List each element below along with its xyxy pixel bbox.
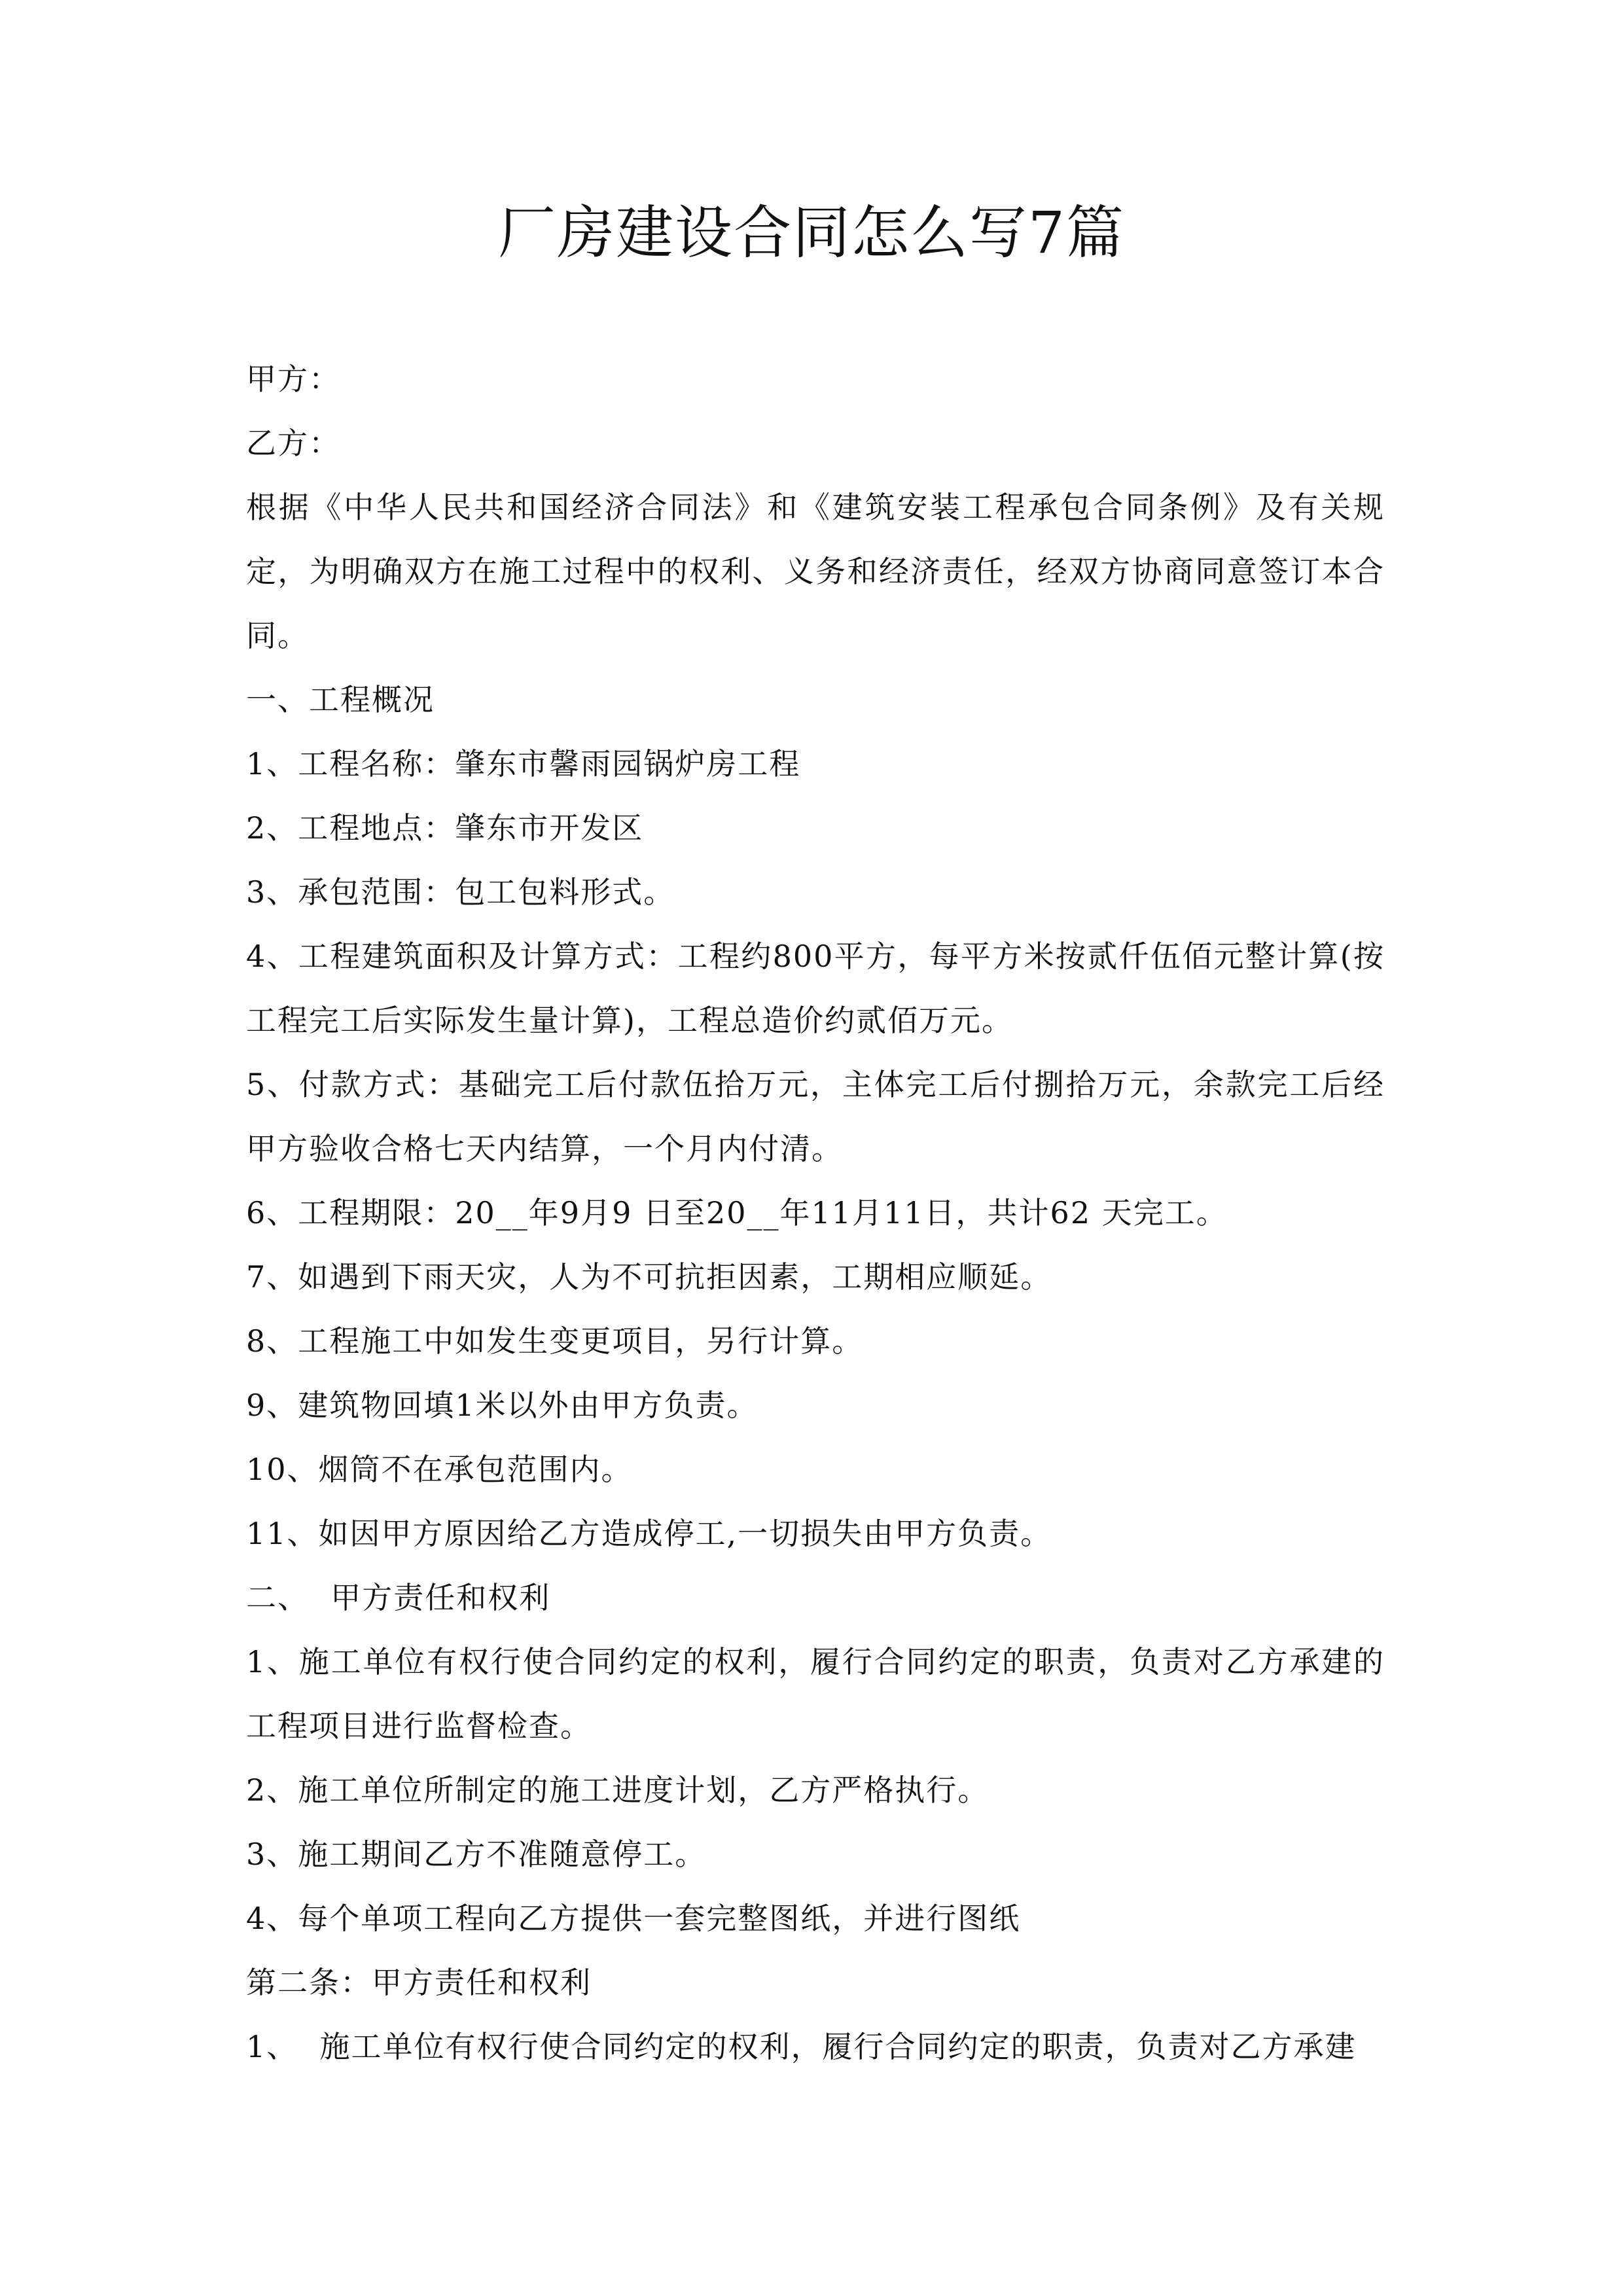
paragraph-item: 10、烟筒不在承包范围内。 <box>246 1452 633 1487</box>
paragraph-item: 2、工程地点：肇东市开发区 <box>246 810 644 846</box>
paragraph-item: 11、如因甲方原因给乙方造成停工,一切损失由甲方负责。 <box>246 1516 1052 1551</box>
paragraph-item: 8、工程施工中如发生变更项目，另行计算。 <box>246 1323 864 1359</box>
paragraph-party-b: 乙方： <box>246 425 340 461</box>
paragraph-item: 4、工程建筑面积及计算方式：工程约800平方，每平方米按贰仟伍佰元整计算(按工程完工后实际发生量计算)，工程总造价约贰佰万元。 <box>246 939 1385 1038</box>
document-body <box>246 347 1385 2079</box>
document-title: 厂房建设合同怎么写7篇 <box>498 199 1125 266</box>
paragraph-item: 5、付款方式：基础完工后付款伍拾万元，主体完工后付捌拾万元，余款完工后经甲方验收合格七天内结算，一个月内付清。 <box>246 1067 1385 1166</box>
paragraph-item: 3、施工期间乙方不准随意停工。 <box>246 1837 707 1872</box>
article-heading-second: 第二条：甲方责任和权利 <box>246 1965 592 2000</box>
paragraph-item: 7、如遇到下雨天灾，人为不可抗拒因素，工期相应顺延。 <box>246 1259 1052 1295</box>
section-heading-overview: 一、工程概况 <box>246 682 435 717</box>
paragraph-party-a: 甲方： <box>246 361 340 397</box>
paragraph-item: 9、建筑物回填1米以外由甲方负责。 <box>246 1388 758 1423</box>
paragraph-preamble: 根据《中华人民共和国经济合同法》和《建筑安装工程承包合同条例》及有关规定，为明确双方在施工过程中的权利、义务和经济责任，经双方协商同意签订本合同。 <box>246 490 1385 653</box>
section-heading-party-a-duties: 二、 甲方责任和权利 <box>246 1580 551 1615</box>
paragraph-item: 1、工程名称：肇东市馨雨园锅炉房工程 <box>246 746 801 781</box>
paragraph-item: 1、施工单位有权行使合同约定的权利，履行合同约定的职责，负责对乙方承建的工程项目进行监督检查。 <box>246 1644 1385 1744</box>
paragraph-item: 1、 施工单位有权行使合同约定的权利，履行合同约定的职责，负责对乙方承建 <box>246 2029 1357 2064</box>
paragraph-item: 4、每个单项工程向乙方提供一套完整图纸，并进行图纸 <box>246 1901 1021 1936</box>
paragraph-item: 6、工程期限：20__年9月9 日至20__年11月11日，共计62 天完工。 <box>246 1195 1228 1230</box>
paragraph-item: 2、施工单位所制定的施工进度计划，乙方严格执行。 <box>246 1772 990 1808</box>
paragraph-item: 3、承包范围：包工包料形式。 <box>246 874 675 910</box>
